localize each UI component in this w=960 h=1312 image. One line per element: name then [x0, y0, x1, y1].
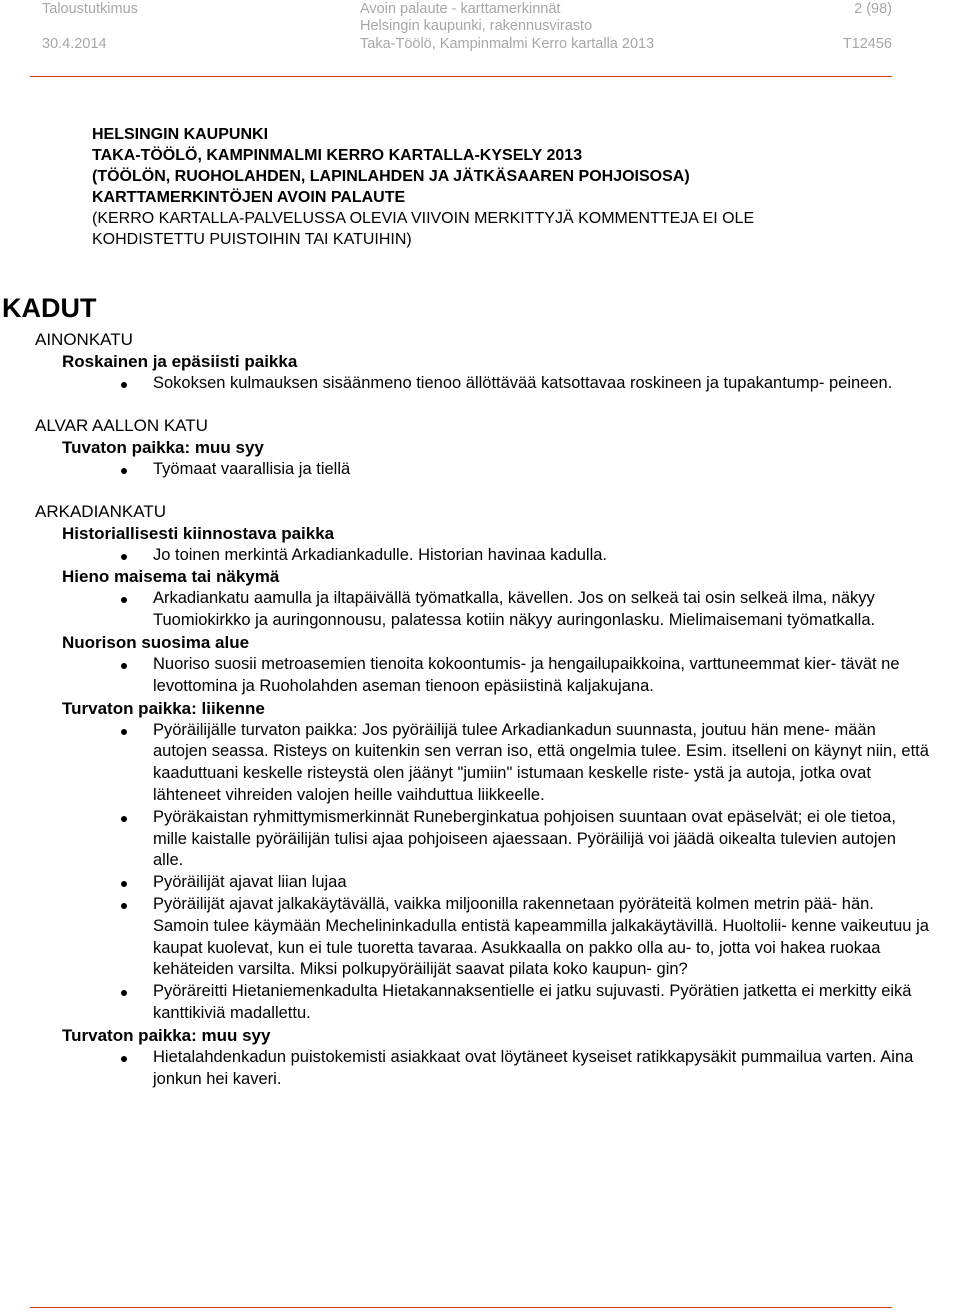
street-list: [0, 329, 960, 1090]
list-item: [0, 872, 960, 894]
list-item: [0, 588, 960, 632]
footer-rule: [30, 1307, 892, 1308]
comment-list: [0, 654, 960, 698]
bullet-icon: [121, 729, 127, 735]
comment-text: Pyöräilijälle turvaton paikka: Jos pyöräilijä tulee Arkadiankadun suunnasta, joutuu hän mene- mään autojen seassa. Risteys on kuitenkin sen verran iso, että ongelmia tulee. Esim. itselleni on käynyt niin, että kaaduttuani keskelle risteystä olen jäänyt "jumiin" istumaan keskelle riste- ystä ja autoja, jotka ovat lähteneet vihreiden valojen heille vaihduttua liikkeelle.: [153, 720, 929, 804]
list-item: [0, 654, 960, 698]
list-item: [0, 807, 960, 872]
title-line: HELSINGIN KAUPUNKI: [92, 126, 269, 143]
title-note-line: KOHDISTETTU PUISTOIHIN TAI KATUIHIN): [92, 231, 412, 248]
list-item: [0, 545, 960, 567]
comment-text: Pyöräilijät ajavat jalkakäytävällä, vaikka miljoonilla rakennetaan pyöräteitä kolmen metrin pää- hän. Samoin tulee käymään Mechelininkadulla entistä kapeammilla jalkakäytävillä. Huoltolii- kenne vaikeutuu ja kaupat kuolevat, kun ei tule tuoretta tavaraa. Asukkaalla on pakko olla au- to, jotta voi hakea ruokaa kehäteiden varsilta. Miksi polkupyöräilijät saavat pilata koko kaupun- gin?: [153, 894, 929, 979]
header-rule: [30, 76, 892, 77]
comment-text: Pyöräreitti Hietaniemenkadulta Hietakannaksentielle ei jatku sujuvasti. Pyörätien jatketta ei merkitty eikä kanttikiviä madallettu.: [153, 982, 912, 1022]
header-survey: Taka-Töölö, Kampinmalmi Kerro kartalla 2013: [360, 36, 655, 52]
street-name: ARKADIANKATU: [35, 501, 166, 521]
title-line: KARTTAMERKINTÖJEN AVOIN PALAUTE: [92, 189, 406, 206]
header-page-number: 2 (98): [854, 1, 892, 17]
bullet-icon: [121, 468, 127, 474]
comment-list: [0, 459, 960, 481]
comment-text: Nuoriso suosii metroasemien tienoita kokoontumis- ja hengailupaikkoina, varttuneemmat kier- tävät ne levottomina ja Ruoholahden aseman tienoon epäsiistinä kaljakujana.: [153, 654, 900, 695]
category-heading: Tuvaton paikka: muu syy: [62, 437, 264, 457]
header-client: Helsingin kaupunki, rakennusvirasto: [360, 18, 593, 34]
bullet-icon: [121, 990, 127, 996]
header-date: 30.4.2014: [42, 36, 107, 52]
bullet-icon: [121, 554, 127, 560]
category-heading: Hieno maisema tai näkymä: [62, 567, 280, 587]
bullet-icon: [121, 597, 127, 603]
category-heading: Historiallisesti kiinnostava paikka: [62, 523, 335, 543]
title-line: TAKA-TÖÖLÖ, KAMPINMALMI KERRO KARTALLA-KYSELY 2013: [92, 147, 583, 164]
bullet-icon: [121, 382, 127, 388]
section-heading: KADUT: [2, 293, 97, 323]
comment-text: Työmaat vaarallisia ja tiellä: [153, 459, 351, 478]
comment-text: Arkadiankatu aamulla ja iltapäivällä työmatkalla, kävellen. Jos on selkeä tai osin selkeä ilma, näkyy Tuomiokirkko ja auringonnousu, palatessa kotiin näkyy auringonlasku. Mielimaisemani työmatkalla.: [153, 589, 876, 630]
street-name: ALVAR AALLON KATU: [35, 415, 208, 435]
category-heading: Nuorison suosima alue: [62, 632, 250, 652]
title-line: (TÖÖLÖN, RUOHOLAHDEN, LAPINLAHDEN JA JÄTKÄSAAREN POHJOISOSA): [92, 168, 690, 185]
bullet-icon: [121, 663, 127, 669]
category-heading: Roskainen ja epäsiisti paikka: [62, 352, 298, 371]
comment-text: Pyöräilijät ajavat liian lujaa: [153, 873, 347, 892]
comment-text: Sokoksen kulmauksen sisäänmeno tienoo ällöttävää katsottavaa roskineen ja tupakantump- peineen.: [153, 374, 893, 392]
list-item: [0, 373, 960, 395]
category-heading: Turvaton paikka: liikenne: [62, 698, 265, 718]
list-item: [0, 894, 960, 981]
list-item: [0, 1047, 960, 1091]
comment-text: Hietalahdenkadun puistokemisti asiakkaat ovat löytäneet kyseiset ratikkapysäkit pummailua varten. Aina jonkun hei kaveri.: [153, 1047, 914, 1088]
header-title: Avoin palaute - karttamerkinnät: [360, 1, 561, 17]
comment-text: Jo toinen merkintä Arkadiankadulle. Historian havinaa kadulla.: [153, 545, 608, 564]
header-code: T12456: [842, 36, 892, 52]
list-item: [0, 720, 960, 807]
comment-list: [0, 720, 960, 1025]
comment-list: [0, 373, 960, 395]
comment-list: [0, 545, 960, 567]
list-item: [0, 459, 960, 481]
header-org: Taloustutkimus: [42, 1, 138, 17]
category-heading: Turvaton paikka: muu syy: [62, 1025, 271, 1045]
comment-text: Pyöräkaistan ryhmittymismerkinnät Runeberginkatua pohjoisen suuntaan ovat epäselvät; ei ole tietoa, mille kaistalle pyöräilijän tulisi ajaa pohjoiseen ajaessaan. Pyöräilijä voi jäädä oikealta tulevien autojen alle.: [153, 807, 896, 870]
comment-list: [0, 588, 960, 632]
bullet-icon: [121, 881, 127, 887]
bullet-icon: [121, 816, 127, 822]
bullet-icon: [121, 903, 127, 909]
list-item: [0, 981, 960, 1025]
street-name: AINONKATU: [35, 330, 133, 349]
comment-list: [0, 1047, 960, 1091]
document-title-block: [92, 124, 754, 250]
title-note-line: (KERRO KARTALLA-PALVELUSSA OLEVIA VIIVOIN MERKITTYJÄ KOMMENTTEJA EI OLE: [92, 210, 755, 227]
bullet-icon: [121, 1056, 127, 1062]
